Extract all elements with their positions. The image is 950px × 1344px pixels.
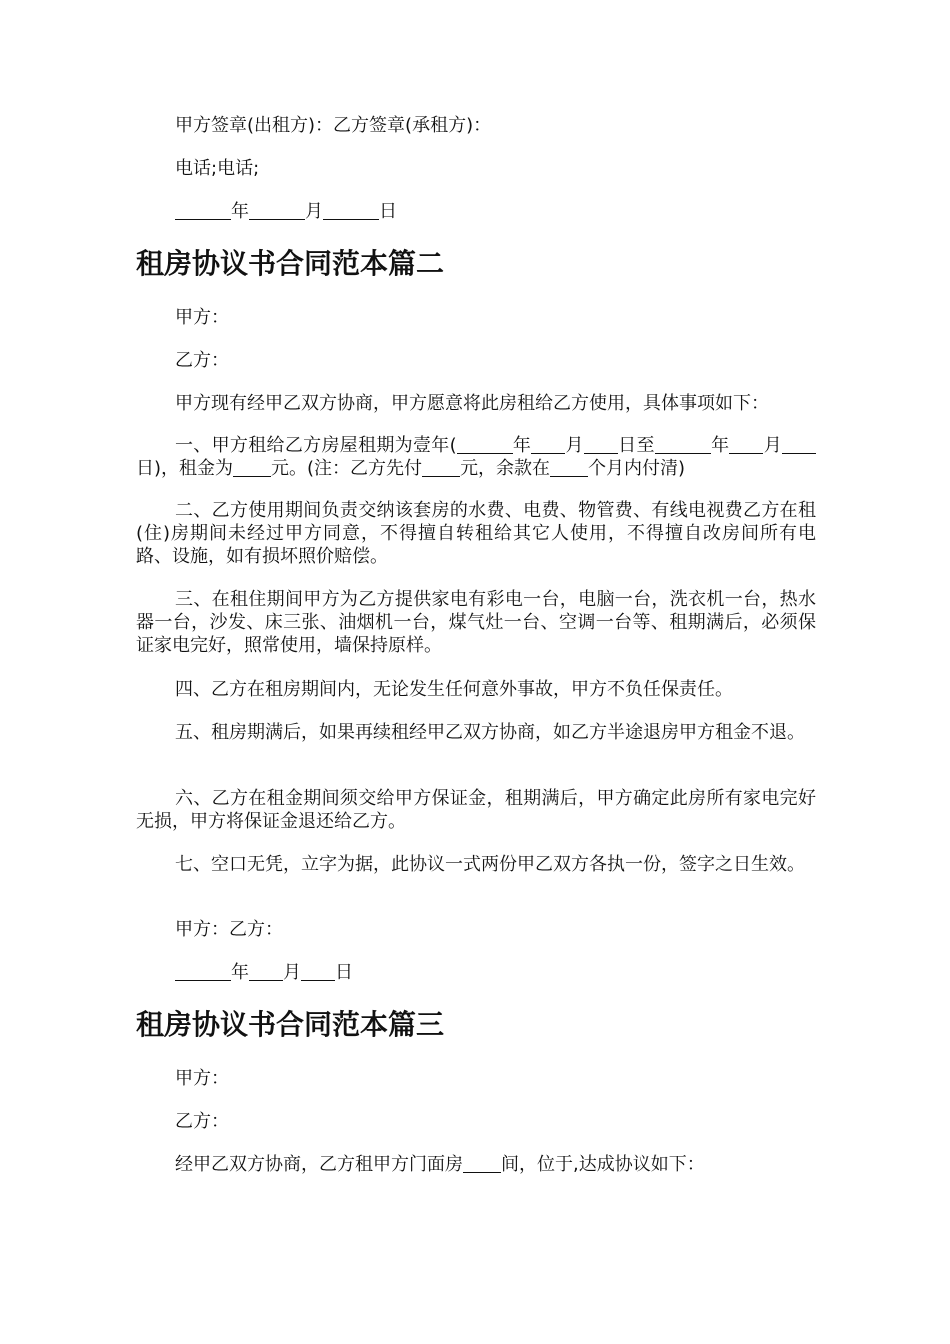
clause-1-part5: 个月内付清) — [588, 458, 686, 479]
section-title-3: 租房协议书合同范本篇三 — [136, 1008, 445, 1041]
clause-3: 三、在租住期间甲方为乙方提供家电有彩电一台，电脑一台，洗衣机一台，热水器一台，沙发、床三张、油烟机一台，煤气灶一台、空调一台等、租期满后，必须保证家电完好，照常使用，墙保持原样。 — [136, 589, 816, 656]
clause-1-part3: 元。(注：乙方先付 — [271, 458, 423, 479]
date-day-label: 日 — [379, 201, 397, 222]
blank — [729, 435, 763, 454]
blank-month — [249, 962, 283, 981]
date-year-label: 年 — [231, 201, 249, 222]
clause-1-month: 月 — [565, 435, 584, 456]
party-b-label: 乙方： — [175, 1111, 229, 1132]
intro-paragraph-3 — [175, 1153, 815, 1176]
blank-month — [249, 201, 305, 220]
clause-1-part4: 元，余款在 — [460, 458, 551, 479]
section-title-2: 租房协议书合同范本篇二 — [136, 247, 445, 280]
intro-part1: 经甲乙双方协商，乙方租甲方门面房 — [175, 1154, 463, 1175]
date-day-label: 日 — [335, 962, 353, 983]
date-line-2 — [175, 961, 815, 984]
party-b-label: 乙方： — [175, 350, 229, 371]
clause-4: 四、乙方在租房期间内，无论发生任何意外事故，甲方不负任保责任。 — [175, 679, 733, 700]
clause-1-day-to: 日至 — [617, 435, 655, 456]
signature-parties: 甲方：乙方： — [175, 919, 283, 940]
intro-paragraph: 甲方现有经甲乙双方协商，甲方愿意将此房租给乙方使用，具体事项如下： — [175, 393, 769, 414]
blank — [531, 435, 565, 454]
clause-1 — [136, 434, 816, 480]
clause-2: 二、乙方使用期间负责交纳该套房的水费、电费、物管费、有线电视费乙方在租(住)房期间未经过甲方同意，不得擅自转租给其它人使用，不得擅自改房间所有电路、设施，如有损坏照价赔偿。 — [136, 500, 816, 567]
date-year-label: 年 — [231, 962, 249, 983]
blank-day — [301, 962, 335, 981]
date-month-label: 月 — [283, 962, 301, 983]
blank — [463, 1154, 501, 1173]
clause-7: 七、空口无凭，立字为据，此协议一式两份甲乙双方各执一份，签字之日生效。 — [175, 854, 805, 875]
blank-year — [175, 201, 231, 220]
blank-year — [175, 962, 231, 981]
blank — [422, 458, 460, 477]
intro-part2: 间，位于,达成协议如下： — [501, 1154, 705, 1175]
blank — [782, 435, 816, 454]
blank — [550, 458, 588, 477]
party-a-label: 甲方： — [175, 1068, 229, 1089]
clause-1-part2: 日)，租金为 — [136, 458, 234, 479]
clause-6: 六、乙方在租金期间须交给甲方保证金，租期满后，甲方确定此房所有家电完好无损，甲方将保证金退还给乙方。 — [136, 788, 816, 832]
phone-line: 电话;电话; — [175, 158, 260, 179]
clause-1-part1: 一、甲方租给乙方房屋租期为壹年( — [175, 435, 457, 456]
clause-1-year2: 年 — [710, 435, 730, 456]
blank-day — [323, 201, 379, 220]
clause-1-year: 年 — [512, 435, 532, 456]
signature-line: 甲方签章(出租方)：乙方签章(承租方)： — [175, 115, 492, 136]
date-month-label: 月 — [305, 201, 323, 222]
blank — [457, 435, 513, 454]
date-line — [175, 200, 815, 223]
party-a-label: 甲方： — [175, 307, 229, 328]
clause-5: 五、租房期满后，如果再续租经甲乙双方协商，如乙方半途退房甲方租金不退。 — [175, 722, 805, 743]
blank — [584, 435, 618, 454]
blank — [233, 458, 271, 477]
clause-1-month2: 月 — [763, 435, 783, 456]
blank — [655, 435, 711, 454]
